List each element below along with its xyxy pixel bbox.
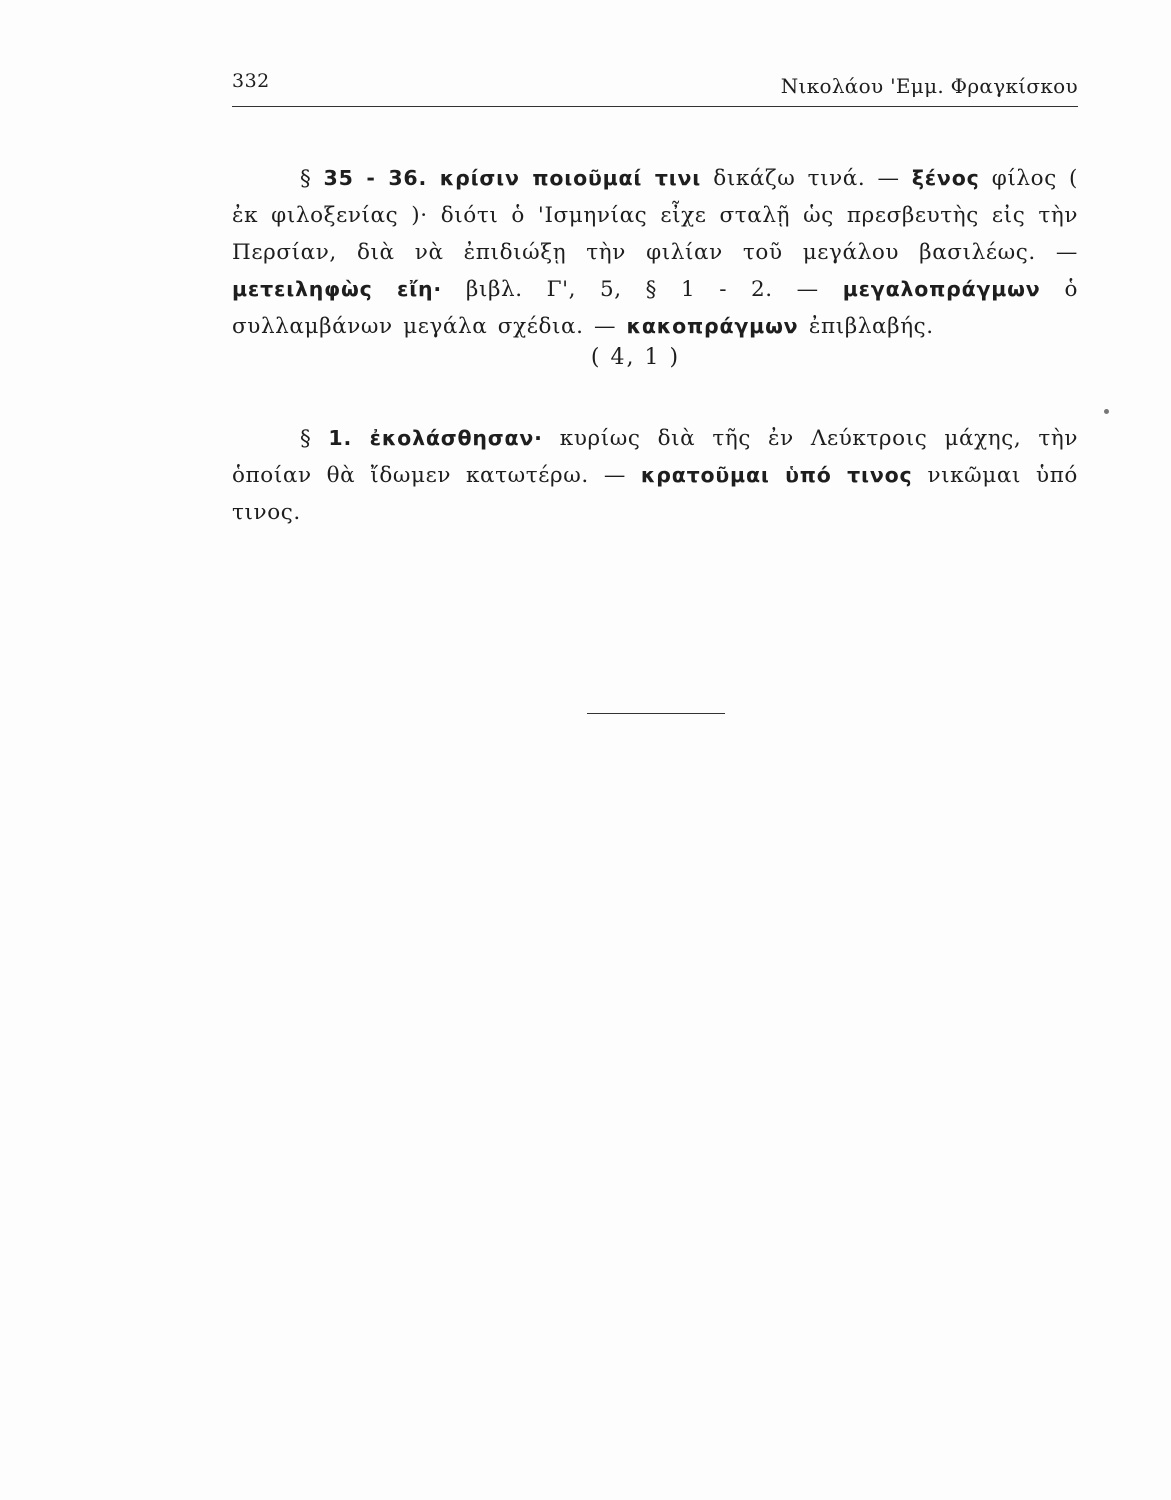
lemma-term: 1. ἐκολάσθησαν· — [328, 425, 543, 450]
page-number: 332 — [232, 70, 270, 92]
lemma-term: μετειληφὼς εἴη· — [232, 276, 442, 301]
margin-mark — [1104, 409, 1109, 414]
commentary-paragraph — [232, 160, 1078, 345]
lemma-term: 35 - 36. κρίσιν ποιοῦμαί τινι — [323, 165, 702, 190]
section-marker: ( 4, 1 ) — [590, 345, 681, 370]
gloss-text: ἐπιβλαβής. — [798, 313, 934, 339]
lemma-term: μεγαλοπράγμων — [842, 276, 1041, 301]
gloss-text: § — [300, 165, 324, 191]
gloss-text: § — [300, 425, 329, 451]
gloss-text: νικῶμαι ὑπό τινος. — [232, 462, 1078, 525]
commentary-paragraph — [232, 420, 1078, 531]
gloss-text: βιβλ. Γ', 5, § 1 - 2. — — [441, 276, 843, 302]
lemma-term: κακοπράγμων — [626, 313, 799, 338]
page-header — [232, 66, 1078, 107]
gloss-text: κυρίως διὰ τῆς ἐν Λεύκτροις μάχης, τὴν ὁποίαν θὰ ἴδωμεν κατωτέρω. — — [232, 425, 1078, 488]
gloss-text: δικάζω τινά. — — [701, 165, 912, 191]
end-rule — [587, 713, 725, 714]
gloss-text: ὁ συλλαμβάνων μεγάλα σχέδια. — — [232, 276, 1079, 339]
running-head: Νικολάου 'Εμμ. Φραγκίσκου — [780, 74, 1078, 98]
gloss-text: φίλος ( ἐκ φιλοξενίας )· διότι ὁ 'Ισμηνίας εἶχε σταλῇ ὡς πρεσβευτὴς εἰς τὴν Περσίαν, διὰ νὰ ἐπιδιώξῃ τὴν φιλίαν τοῦ μεγάλου βασιλέως. — — [232, 165, 1079, 265]
lemma-term: ξένος — [911, 165, 980, 190]
lemma-term: κρατοῦμαι ὑπό τινος — [640, 462, 913, 487]
